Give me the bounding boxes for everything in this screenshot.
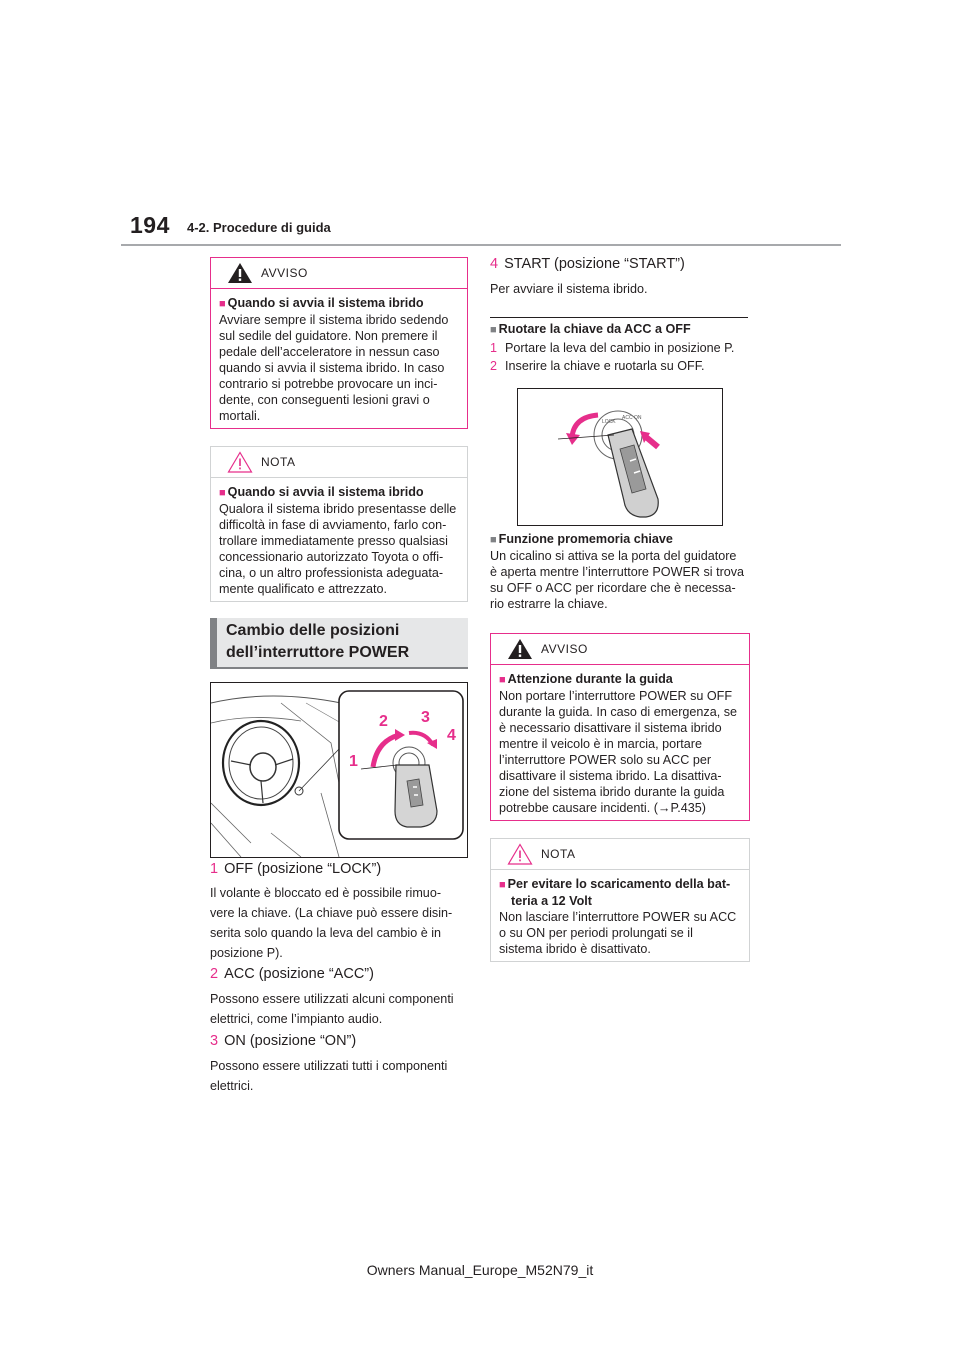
position-4-label: START (posizione “START”): [504, 256, 685, 272]
square-bullet-icon: ■: [490, 534, 497, 546]
caution-icon: [227, 451, 253, 473]
position-2-text: [210, 989, 470, 1029]
dashboard-key-figure: [210, 682, 468, 858]
square-bullet-icon: ■: [219, 487, 226, 499]
nota-batteria-title-line1: Per evitare lo scaricamento della bat-: [507, 877, 731, 891]
nota-batteria-line: Non lasciare l’interruttore POWER su ACC: [499, 910, 737, 924]
nota-header: [211, 447, 467, 478]
avviso-guida-line: zione del sistema ibrido durante la guida: [499, 785, 725, 799]
warning-icon: [507, 638, 533, 660]
avviso-guida-line: potrebbe causare incidenti. (→P.435): [499, 801, 706, 815]
nota-line: concessionario autorizzato Toyota o offi-: [219, 550, 444, 564]
nota-line: mente qualificato e attrezzato.: [219, 582, 388, 596]
position-3-number: 3: [210, 1033, 219, 1049]
nota-title: Quando si avvia il sistema ibrido: [227, 485, 424, 499]
avviso-guida-line: è necessario disattivare il sistema ibrido: [499, 721, 722, 735]
avviso-line: sul sedile del guidatore. Non premere il: [219, 329, 438, 343]
position-3-text: [210, 1056, 470, 1096]
avviso-box: [210, 257, 468, 429]
avviso-label: AVVISO: [261, 266, 308, 280]
position-3-line: Possono essere utilizzati tutti i componenti: [210, 1059, 448, 1073]
funzione-line: su OFF o ACC per ricordare che è necessa-: [490, 581, 736, 595]
position-2-title: [210, 966, 374, 982]
position-2-line: Possono essere utilizzati alcuni componenti: [210, 992, 454, 1006]
avviso-guida-line: l’interruttore POWER solo su ACC per: [499, 753, 712, 767]
avviso-guida-line: Non portare l’interruttore POWER su OFF: [499, 689, 733, 703]
position-3-label: ON (posizione “ON”): [224, 1033, 357, 1049]
nota-line: cina, o un altro professionista adeguata-: [219, 566, 444, 580]
position-1-line: Il volante è bloccato ed è possibile rimuo-: [210, 886, 442, 900]
avviso-title: Quando si avvia il sistema ibrido: [227, 296, 424, 310]
position-4-text: Per avviare il sistema ibrido.: [490, 282, 648, 296]
position-3-title: [210, 1033, 356, 1049]
cambio-heading-line2: dell’interruttore POWER: [226, 644, 410, 661]
position-2-line: elettrici, come l’impianto audio.: [210, 1012, 383, 1026]
position-2-number: 2: [210, 966, 219, 982]
position-1-line: posizione P).: [210, 946, 283, 960]
caution-icon: [507, 843, 533, 865]
section-title: 4-2. Procedure di guida: [187, 220, 331, 235]
position-1-text: [210, 883, 470, 963]
funzione-line: rio estrarre la chiave.: [490, 597, 608, 611]
section-divider: [490, 317, 748, 318]
key-rotation-illustration: [518, 389, 722, 525]
nota-batteria-line: o su ON per periodi prolungati se il: [499, 926, 693, 940]
ruotare-title: Ruotare la chiave da ACC a OFF: [498, 322, 691, 336]
warning-icon: [227, 262, 253, 284]
nota-line: trollare immediatamente presso qualsiasi: [219, 534, 448, 548]
position-1-label: OFF (posizione “LOCK”): [224, 861, 382, 877]
position-1-line: vere la chiave. (La chiave può essere disin-: [210, 906, 453, 920]
funzione-section: [490, 531, 752, 612]
svg-text:ACC ON: ACC ON: [622, 415, 642, 421]
avviso-body: [211, 289, 467, 432]
footer-text: Owners Manual_Europe_M52N79_it: [366, 1262, 594, 1278]
nota-batteria-title-line2: teria a 12 Volt: [511, 894, 592, 908]
square-bullet-icon: ■: [219, 298, 226, 310]
cambio-heading-line1: Cambio delle posizioni: [226, 622, 400, 639]
funzione-line: Un cicalino si attiva se la porta del guidatore: [490, 549, 737, 563]
avviso-guida-line: disattivare il sistema ibrido. La disattiva-: [499, 769, 722, 783]
nota-body: [211, 478, 467, 605]
avviso-guida-body: [491, 665, 749, 824]
step-1-text: Portare la leva del cambio in posizione P.: [505, 341, 735, 355]
nota-box: [210, 446, 468, 602]
page-number: 194: [130, 212, 170, 238]
avviso-guida-box: [490, 633, 750, 821]
cambio-heading: [210, 618, 468, 668]
avviso-line: dente, con conseguenti lesioni gravi o: [219, 393, 430, 407]
avviso-header: [211, 258, 467, 289]
step-2-text: Inserire la chiave e ruotarla su OFF.: [505, 359, 705, 373]
position-1-title: [210, 861, 381, 877]
position-1-number: 1: [210, 861, 219, 877]
figure-label-1: 1: [349, 753, 358, 770]
ruotare-section: [490, 321, 752, 374]
square-bullet-icon: ■: [499, 674, 506, 686]
avviso-line: pedale dell’acceleratore in nessun caso: [219, 345, 440, 359]
nota-batteria-line: sistema ibrido è disattivato.: [499, 942, 651, 956]
avviso-guida-line: durante la guida. In caso di emergenza, se: [499, 705, 738, 719]
avviso-guida-header: [491, 634, 749, 665]
cambio-heading-rule: [210, 667, 468, 669]
nota-label: NOTA: [261, 455, 296, 469]
avviso-guida-line: mentre il veicolo è in marcia, portare: [499, 737, 702, 751]
square-bullet-icon: ■: [499, 879, 506, 891]
svg-text:LOCK: LOCK: [602, 419, 616, 425]
position-4-number: 4: [490, 256, 499, 272]
avviso-guida-title: Attenzione durante la guida: [507, 672, 673, 686]
funzione-title: Funzione promemoria chiave: [498, 532, 673, 546]
step-1-number: 1: [490, 341, 498, 355]
nota-batteria-box: [490, 838, 750, 962]
position-3-line: elettrici.: [210, 1079, 254, 1093]
avviso-line: Avviare sempre il sistema ibrido sedendo: [219, 313, 449, 327]
position-4-title: [490, 256, 685, 272]
avviso-line: contrario si potrebbe provocare un inci-: [219, 377, 438, 391]
funzione-line: è aperta mentre l’interruttore POWER si trova: [490, 565, 745, 579]
nota-batteria-body: [491, 870, 749, 965]
position-2-label: ACC (posizione “ACC”): [224, 966, 374, 982]
avviso-line: quando si avvia il sistema ibrido. In caso: [219, 361, 445, 375]
header-divider: [121, 244, 841, 246]
key-rotation-figure: [517, 388, 723, 526]
avviso-line: mortali.: [219, 409, 261, 423]
nota-batteria-label: NOTA: [541, 847, 576, 861]
figure-label-2: 2: [379, 713, 388, 730]
nota-batteria-header: [491, 839, 749, 870]
nota-line: Qualora il sistema ibrido presentasse delle: [219, 502, 457, 516]
square-bullet-icon: ■: [490, 324, 497, 336]
avviso-guida-label: AVVISO: [541, 642, 588, 656]
nota-line: difficoltà in fase di avviamento, farlo con-: [219, 518, 447, 532]
position-1-line: serita solo quando la leva del cambio è in: [210, 926, 442, 940]
figure-label-3: 3: [421, 709, 430, 726]
step-2-number: 2: [490, 359, 498, 373]
figure-label-4: 4: [447, 727, 456, 744]
